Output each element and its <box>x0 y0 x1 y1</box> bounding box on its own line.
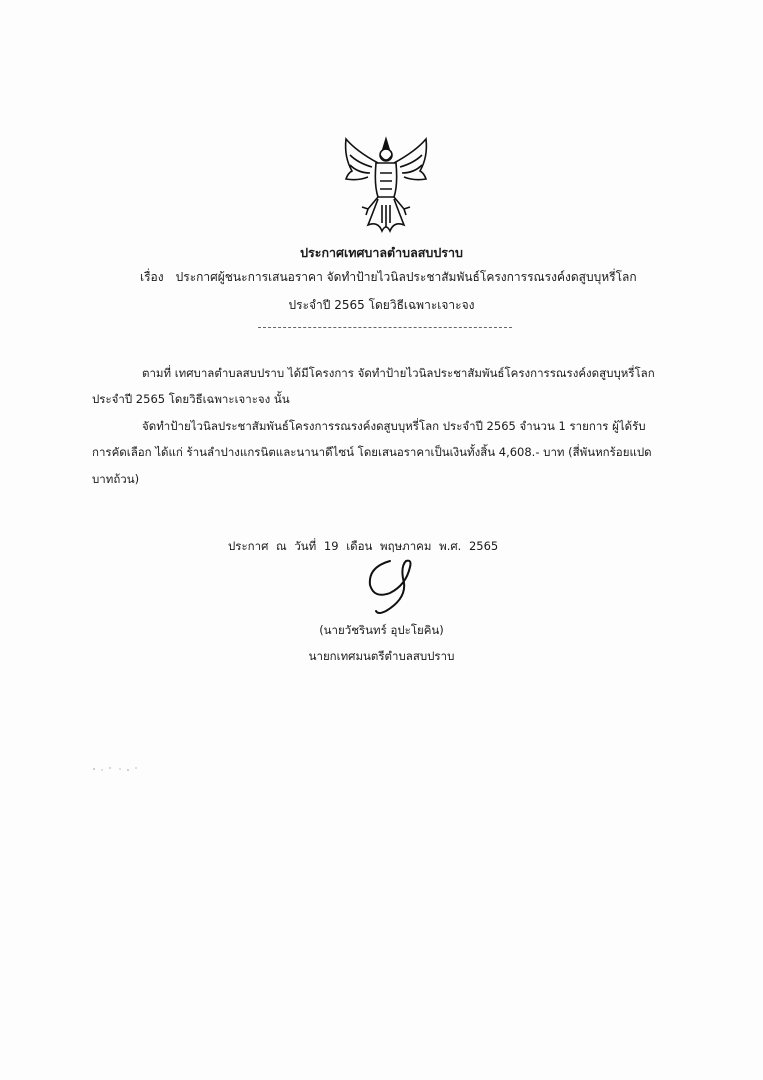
garuda-emblem-icon <box>338 133 434 235</box>
divider <box>258 327 512 328</box>
subject-label: เรื่อง <box>140 270 164 284</box>
handwritten-signature <box>360 555 430 615</box>
paragraph-2-line-2: การคัดเลือก ได้แก่ ร้านลำปางแกรนิตและนานาดีไซน์ โดยเสนอราคาเป็นเงินทั้งสิ้น 4,608.- บาท (สี่พันหกร้อยแปด <box>92 445 652 459</box>
subject-line <box>140 268 637 287</box>
paragraph-2-line-3: บาทถ้วน) <box>92 472 140 486</box>
paragraph-1-line-1: ตามที่ เทศบาลตำบลสบปราบ ได้มีโครงการ จัดทำป้ายไวนิลประชาสัมพันธ์โครงการรณรงค์งดสูบบุหรี่โลก <box>142 366 655 380</box>
signer-position: นายกเทศมนตรีตำบลสบปราบ <box>308 649 455 663</box>
subject-text: ประกาศผู้ชนะการเสนอราคา จัดทำป้ายไวนิลประชาสัมพันธ์โครงการรณรงค์งดสูบบุหรี่โลก <box>175 270 637 284</box>
signer-name: (นายวัชรินทร์ อุปะโยคิน) <box>319 623 444 637</box>
paragraph-2-line-1: จัดทำป้ายไวนิลประชาสัมพันธ์โครงการรณรงค์งดสูบบุหรี่โลก ประจำปี 2565 จำนวน 1 รายการ ผู้ได้รับ <box>142 419 646 433</box>
subject-line-2: ประจำปี 2565 โดยวิธีเฉพาะเจาะจง <box>288 298 475 312</box>
document-title: ประกาศเทศบาลตำบลสบปราบ <box>300 245 463 260</box>
announcement-date: ประกาศ ณ วันที่ 19 เดือน พฤษภาคม พ.ศ. 2565 <box>228 539 499 553</box>
scan-noise <box>90 765 150 773</box>
paragraph-1-line-2: ประจำปี 2565 โดยวิธีเฉพาะเจาะจง นั้น <box>92 392 290 406</box>
